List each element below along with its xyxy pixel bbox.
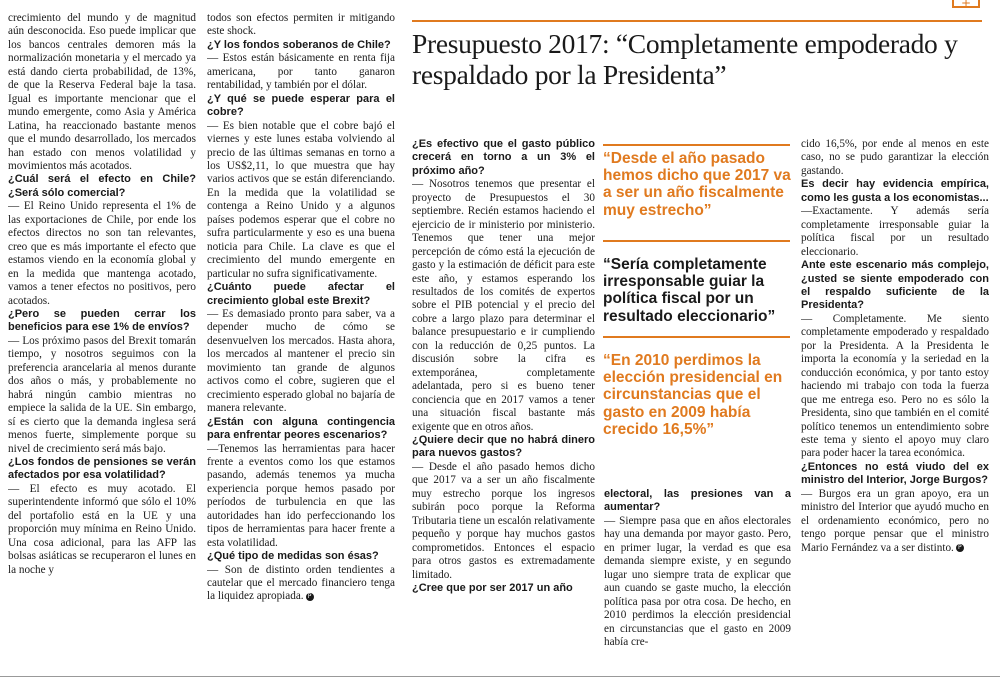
quote-rule-1 (603, 144, 790, 146)
interview-answer: — Burgos era un gran apoyo, era un ministro del Interior que ayudó mucho en el ordenamiento económico, pero no tengo porque pensar que el ministro Mario Fernández va a ser distinto. P (801, 487, 989, 554)
column-4 (604, 488, 791, 668)
column-1 (8, 12, 196, 668)
interview-answer: — Completamente. Me siento completamente empoderado y respaldado por la Presidenta. A la Presidenta le importa la economía y la seriedad en la conducción económica, y por tanto estoy haciendo mi trabajo con toda la fuerza que me entrega eso. Pero no es sólo la Presidenta, sino que también en el comité político tenemos un entendimiento sobre este tema y siento el apoyo muy claro para poder hacer la tarea económica. (801, 312, 989, 460)
interview-question: ¿Es efectivo que el gasto público crecerá en torno a un 3% el próximo año? (412, 138, 595, 177)
interview-question: Es decir hay evidencia empírica, como les gusta a los economistas... (801, 178, 989, 204)
end-mark-icon: P (956, 544, 964, 552)
interview-answer: —Tenemos las herramientas para hacer frente a eventos como los que estamos pasando, además tenemos ya mucha experiencia porque hemos pasado por períodos de turbulencia en que las autoridades han ido perfeccionando los tipos de herramientas para hacer frente a esta volatilidad. (207, 442, 395, 549)
interview-answer: — Los próximo pasos del Brexit tomarán tiempo, y nosotros seguimos con la preferencia arancelaria al menos durante dos años o más, y probablemente no habrá ningún cambio mientras no empiece la salida de la UE. Sin embargo, sí es cierto que la demanda inglesa será menos fuerte, simplemente porque su nivel de crecimiento será más bajo. (8, 334, 196, 455)
interview-question: ¿Quiere decir que no habrá dinero para nuevos gastos? (412, 433, 595, 460)
top-orange-rule (412, 20, 982, 22)
interview-question: ¿Cree que por ser 2017 un año (412, 581, 573, 594)
quote-rule-3 (603, 336, 790, 338)
column-2 (207, 12, 395, 668)
interview-answer: —Exactamente. Y además sería completamente irresponsable guiar la política fiscal por un resultado eleccionario. (801, 205, 989, 258)
interview-answer: — Estos están básicamente en renta fija americana, por tanto ganaron rentabilidad, y también por el dólar. (207, 52, 395, 92)
interview-question: ¿Los fondos de pensiones se verán afectados por esa volatilidad? (8, 455, 196, 482)
interview-question: electoral, las presiones van a aumentar? (604, 488, 791, 514)
quote-rule-2 (603, 240, 790, 242)
interview-answer: — Nosotros tenemos que presentar el proyecto de Presupuestos el 30 septiembre. Recién estamos haciendo el ejercicio de ir ministerio por ministerio. Tenemos que tener una mejor percepción de cómo está la ejecución de gasto y la estimación de déficit para este este año, y estamos esperando los resultados de los comités de expertos sobre el PIB potencial y el precio del cobre a largo plazo para determinar el balance presupuestario e ir cumpliendo con la reducción de 0,25 puntos. La discusión sobre la cifra es extemporánea, completamente adelantada, pero si es bueno tener conciencia que en 2017 vamos a tener una situación fiscal bastante más exigente que en otros años. (412, 178, 595, 433)
interview-question: Ante este escenario más complejo, ¿usted se siente empoderado con el respaldo suficiente de la Presidenta? (801, 259, 989, 312)
interview-question: ¿Cuál será el efecto en Chile? ¿Será sólo comercial? (8, 173, 196, 199)
plus-icon: + (952, 0, 980, 8)
pull-quote-1: “Desde el año pasado hemos dicho que 2017 va a ser un año fiscalmente muy estrecho” (603, 150, 791, 219)
interview-question: ¿Y qué se puede esperar para el cobre? (207, 92, 395, 119)
interview-answer: todos son efectos permiten ir mitigando este shock. (207, 12, 395, 38)
interview-answer: — Es bien notable que el cobre bajó el viernes y este lunes estaba volviendo al precio de las últimas semanas en torno a los US$2,11, lo que muestra que hay varios activos que se están diferenciando. En la medida que la volatilidad se contenga a Reino Unido y a algunos países podemos esperar que el cobre no sufra particularmente y eso es una buena noticia para Chile. La clave es que el crecimiento del mundo emergente en particular no sufra significativamente. (207, 119, 395, 280)
bottom-rule (0, 676, 1000, 677)
interview-question: ¿Y los fondos soberanos de Chile? (207, 38, 391, 51)
interview-question: ¿Están con alguna contingencia para enfrentar peores escenarios? (207, 415, 395, 442)
interview-question: ¿Cuánto puede afectar el crecimiento global este Brexit? (207, 281, 395, 307)
end-mark-icon: P (306, 593, 314, 601)
interview-answer: — Es demasiado pronto para saber, va a depender mucho de cómo se desenvuelven los mercados. Hasta ahora, los mercados al mantener el precio sin movimiento tan grande de algunos activos como el cobre, sugieren que el crecimiento esperado global no bajaría de manera relevante. (207, 307, 395, 415)
interview-answer: — Siempre pasa que en años electorales hay una demanda por mayor gasto. Pero, en primer lugar, la verdad es que esa demanda siempre existe, y en segundo lugar uno siempre trata de explicar que aun cuando se gaste mucho, la elección política pasa por otra cosa. De hecho, en 2010 perdimos la elección presidencial en circunstancias que el gasto en 2009 había cre- (604, 514, 791, 648)
interview-answer: — El Reino Unido representa el 1% de las exportaciones de Chile, por ende los efectos directos no son tan relevantes, creo que es más importante el efecto que estamos viendo en la economía global y en la medida que mantenga acotado, vamos a tener efectos no positivos, pero acotados. (8, 200, 196, 307)
column-3 (412, 138, 595, 668)
interview-question: ¿Pero se pueden cerrar los beneficios para ese 1% de envíos? (8, 307, 196, 334)
interview-question: ¿Qué tipo de medidas son ésas? (207, 550, 379, 563)
interview-answer: — El efecto es muy acotado. El superintendente informó que sólo el 10% del portafolio está en la UE y una proporción muy mínima en Reino Unido. Una cosa adicional, para las AFP las bolsas asiáticas se recuperaron el lunes en la noche y (8, 482, 196, 576)
interview-answer: crecimiento del mundo y de magnitud aún desconocida. Eso puede implicar que los bancos centrales demoren más la normalización monetaria y el mercado ya está dando cierta probabilidad, de 13%, de que la Reserva Federal baje la tasa. Igual es importante mencionar que el mundo emergente, como Asia y América Latina, ha reaccionado bastante menos que el mundo desarrollado, los mercados han estado con menos volatilidad y movimientos más acotados. (8, 12, 196, 172)
interview-answer: — Desde el año pasado hemos dicho que 2017 va a ser un año fiscalmente muy estrecho porque los ingresos subirán poco porque la Reforma Tributaria tiene un escalón relativamente pequeño y porque hay muchos gastos comprometidos. Entonces el espacio para otros gastos es extremadamente limitado. (412, 460, 595, 581)
column-5 (801, 138, 989, 668)
pull-quote-3: “En 2010 perdimos la elección presidencial en circunstancias que el gasto en 2009 había crecido 16,5%” (603, 352, 783, 438)
pull-quote-2: “Sería completamente irresponsable guiar la política fiscal por un resultado eleccionario” (603, 256, 776, 325)
article-title: Presupuesto 2017: “Completamente empoderado y respaldado por la Presidenta” (412, 28, 958, 90)
interview-answer: cido 16,5%, por ende al menos en este caso, no se pudo garantizar la elección gastando. (801, 138, 989, 177)
interview-question: ¿Entonces no está viudo del ex ministro del Interior, Jorge Burgos? (801, 460, 989, 487)
interview-answer: — Son de distinto orden tendientes a cautelar que el mercado financiero tenga la liquidez apropiada. P (207, 563, 395, 603)
